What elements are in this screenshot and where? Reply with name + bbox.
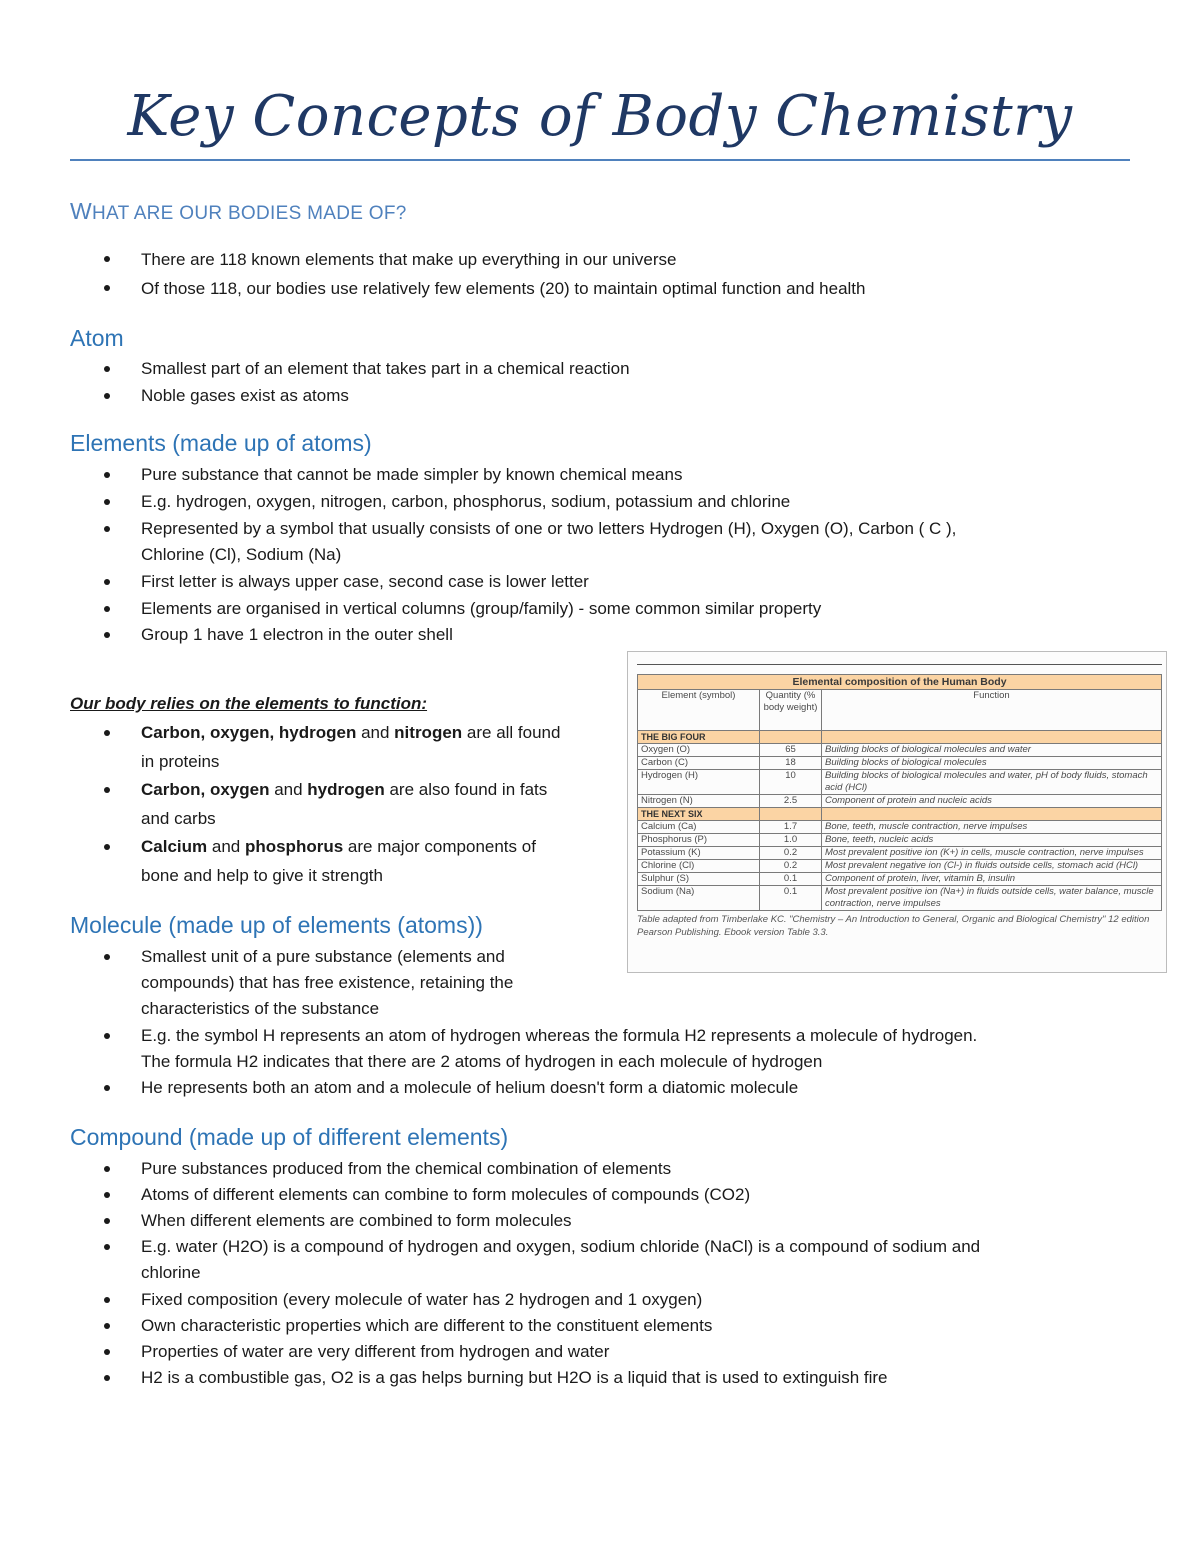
- element-composition-table: [637, 674, 1162, 911]
- list-item: Elements are organised in vertical columns (group/family) - some common similar property: [0, 596, 956, 622]
- list-item: He represents both an atom and a molecule of helium doesn't form a diatomic molecule: [0, 1075, 977, 1101]
- table-header: Quantity (% body weight): [760, 690, 822, 731]
- table-row: Carbon (C) 18 Building blocks of biological molecules: [638, 757, 1162, 770]
- list-item: H2 is a combustible gas, O2 is a gas helps burning but H2O is a liquid that is used to extinguish fire: [0, 1365, 980, 1391]
- what-list: [0, 246, 865, 302]
- list-item: There are 118 known elements that make up everything in our universe: [0, 246, 865, 273]
- table-row: Calcium (Ca) 1.7 Bone, teeth, muscle contraction, nerve impulses: [638, 821, 1162, 834]
- table-row: Phosphorus (P) 1.0 Bone, teeth, nucleic acids: [638, 834, 1162, 847]
- table-group-label: THE BIG FOUR: [638, 731, 760, 744]
- section-heading-compound: Compound (made up of different elements): [70, 1124, 509, 1150]
- section-heading-molecule: Molecule (made up of elements (atoms)): [70, 912, 483, 938]
- element-composition-figure: [627, 651, 1167, 973]
- table-row: Sodium (Na) 0.1 Most prevalent positive ion (Na+) in fluids outside cells, water balance, muscle contraction, nerve impulses: [638, 886, 1162, 911]
- section-heading-elements: Elements (made up of atoms): [70, 430, 372, 456]
- list-item: Smallest unit of a pure substance (elements and compounds) that has free existence, retaining the characteristics of the substance: [0, 944, 977, 1022]
- page-title: Key Concepts of Body Chemistry: [127, 84, 1073, 149]
- table-header: Element (symbol): [638, 690, 760, 731]
- list-item: Represented by a symbol that usually consists of one or two letters Hydrogen (H), Oxygen (O), Carbon ( C ),: [0, 516, 956, 542]
- table-row: Oxygen (O) 65 Building blocks of biological molecules and water: [638, 744, 1162, 757]
- table-header: Function: [822, 690, 1162, 731]
- table-source-note: Table adapted from Timberlake KC. "Chemistry – An Introduction to General, Organic and Biological Chemistry" 12 edition Pearson Publishing. Ebook version Table 3.3.: [637, 914, 1150, 938]
- list-item: Pure substance that cannot be made simpler by known chemical means: [0, 462, 956, 488]
- elements-list: [0, 462, 956, 648]
- list-item: Own characteristic properties which are different to the constituent elements: [0, 1313, 980, 1339]
- list-item: Group 1 have 1 electron in the outer shell: [0, 622, 956, 648]
- list-item: E.g. the symbol H represents an atom of hydrogen whereas the formula H2 represents a molecule of hydrogen. The formula H2 indicates that there are 2 atoms of hydrogen in each molecule of hydrogen: [0, 1023, 977, 1075]
- table-caption: Elemental composition of the Human Body: [638, 675, 1162, 690]
- list-item: E.g. water (H2O) is a compound of hydrogen and oxygen, sodium chloride (NaCl) is a compound of sodium and chlorine: [0, 1234, 980, 1286]
- list-item: When different elements are combined to form molecules: [0, 1208, 980, 1234]
- table-group-label: THE NEXT SIX: [638, 808, 760, 821]
- list-item-continuation: Chlorine (Cl), Sodium (Na): [141, 545, 342, 564]
- table-row: Sulphur (S) 0.1 Component of protein, liver, vitamin B, insulin: [638, 873, 1162, 886]
- list-item: Atoms of different elements can combine to form molecules of compounds (CO2): [0, 1182, 980, 1208]
- title-underline: [70, 159, 1130, 161]
- atom-list: [0, 356, 630, 409]
- section-heading-what: WHAT ARE OUR BODIES MADE OF?: [70, 198, 407, 224]
- compound-list: [0, 1156, 980, 1391]
- list-item: E.g. hydrogen, oxygen, nitrogen, carbon, phosphorus, sodium, potassium and chlorine: [0, 489, 956, 515]
- list-item: Calcium and phosphorus are major components of bone and help to give it strength: [0, 833, 560, 890]
- list-item: Fixed composition (every molecule of water has 2 hydrogen and 1 oxygen): [0, 1287, 980, 1313]
- list-item: Smallest part of an element that takes part in a chemical reaction: [0, 356, 630, 382]
- table-row: Chlorine (Cl) 0.2 Most prevalent negative ion (Cl-) in fluids outside cells, stomach acid (HCl): [638, 860, 1162, 873]
- table-row: Hydrogen (H) 10 Building blocks of biological molecules and water, pH of body fluids, stomach acid (HCl): [638, 770, 1162, 795]
- body-relies-heading: Our body relies on the elements to function:: [70, 694, 428, 713]
- list-item: Carbon, oxygen and hydrogen are also found in fats and carbs: [0, 776, 560, 833]
- list-item: Pure substances produced from the chemical combination of elements: [0, 1156, 980, 1182]
- list-item: Noble gases exist as atoms: [0, 383, 630, 409]
- table-row: Nitrogen (N) 2.5 Component of protein and nucleic acids: [638, 795, 1162, 808]
- list-item: First letter is always upper case, second case is lower letter: [0, 569, 956, 595]
- list-item: Properties of water are very different from hydrogen and water: [0, 1339, 980, 1365]
- list-item: Carbon, oxygen, hydrogen and nitrogen are all found in proteins: [0, 719, 560, 776]
- table-row: Potassium (K) 0.2 Most prevalent positive ion (K+) in cells, muscle contraction, nerve impulses: [638, 847, 1162, 860]
- figure-top-rule: [637, 664, 1162, 665]
- list-item: Of those 118, our bodies use relatively few elements (20) to maintain optimal function and health: [0, 275, 865, 302]
- body-relies-list: [0, 719, 560, 890]
- section-heading-atom: Atom: [70, 325, 124, 351]
